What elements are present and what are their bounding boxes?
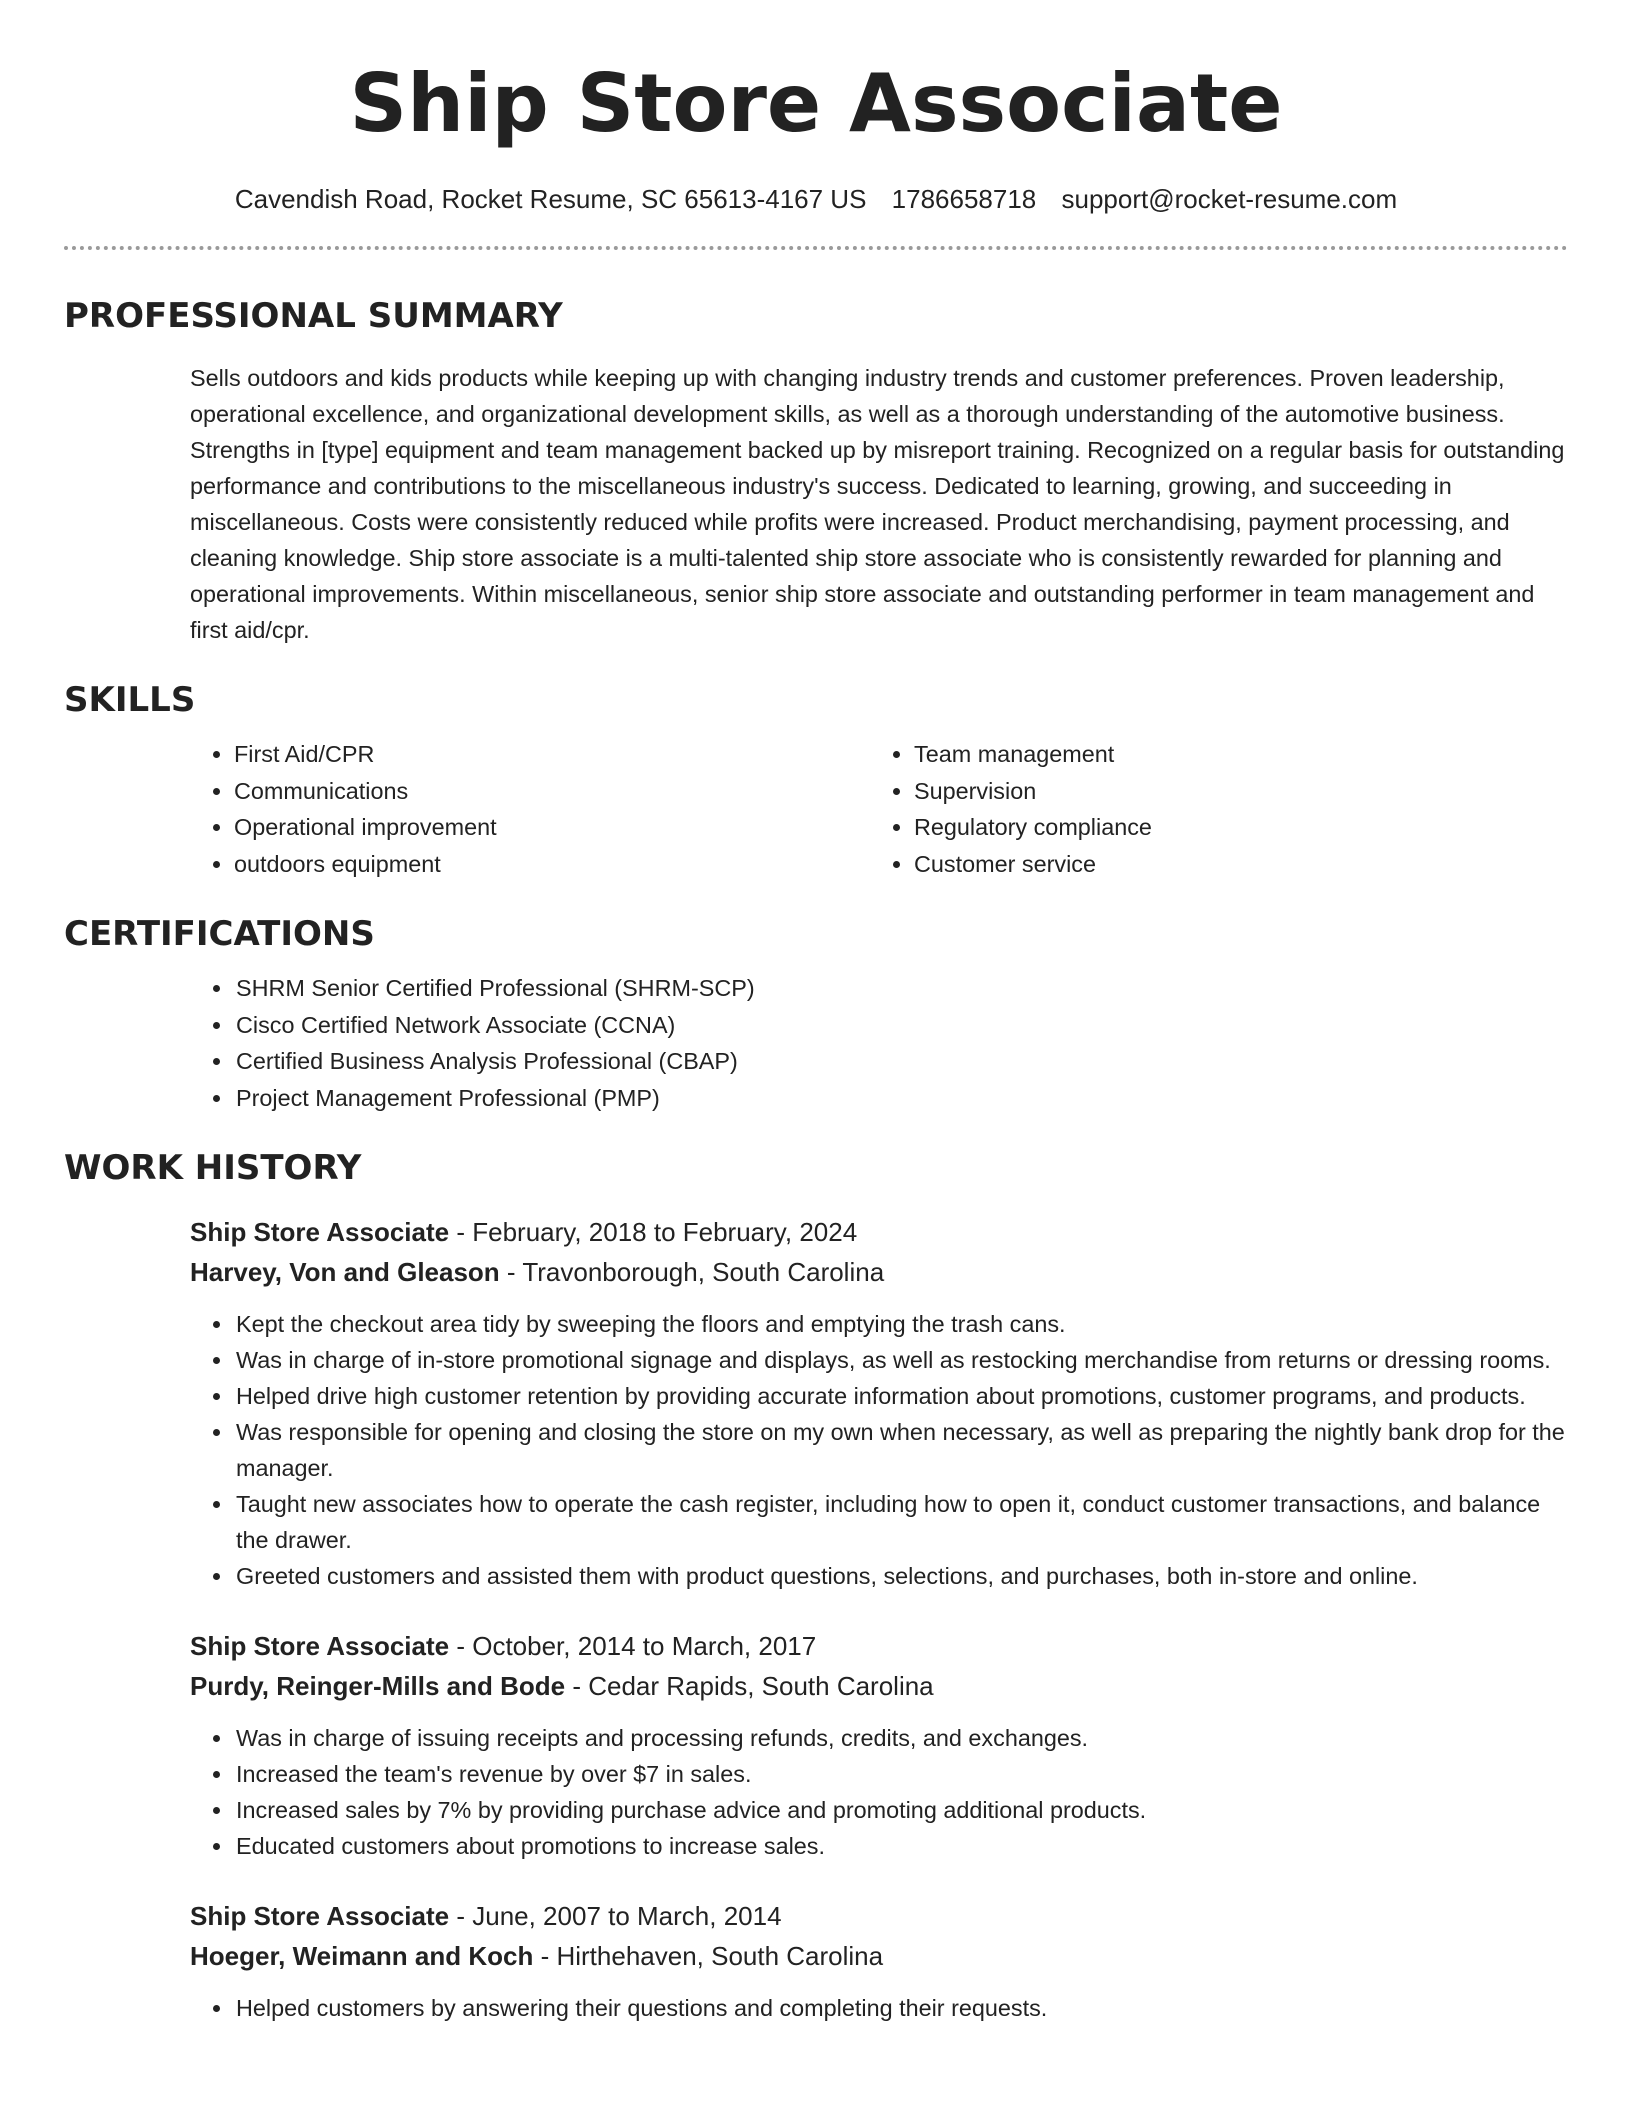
job-company: Purdy, Reinger-Mills and Bode [190,1671,566,1701]
certification-item: • Project Management Professional (PMP) [234,1080,1568,1117]
job-bullet: • Helped customers by answering their questions and completing their requests. [234,1990,1568,2026]
job-bullet: • Greeted customers and assisted them with product questions, selections, and purchases, both in-store and online. [234,1558,1568,1594]
contact-phone: 1786658718 [891,184,1037,214]
job-role: Ship Store Associate [190,1901,450,1931]
job-role-line [190,1626,1568,1666]
job-location: - Cedar Rapids, South Carolina [565,1671,934,1701]
skills-column-1 [64,736,744,882]
skill-item: • Regulatory compliance [914,809,1152,846]
skills-column-2 [744,736,1152,882]
skills-list [64,736,1568,882]
job-company-line [190,1666,1568,1706]
job-bullet: • Taught new associates how to operate the cash register, including how to open it, conduct customer transactions, and balance the drawer. [234,1486,1568,1558]
job-location: - Travonborough, South Carolina [499,1257,885,1287]
certification-item: • Cisco Certified Network Associate (CCNA) [234,1007,1568,1044]
job-entry [190,1626,1568,1864]
resume-title: Ship Store Associate [349,57,1283,150]
job-company-line [190,1936,1568,1976]
certification-item: • SHRM Senior Certified Professional (SHRM-SCP) [234,970,1568,1007]
certification-item: • Certified Business Analysis Professional (CBAP) [234,1043,1568,1080]
job-bullet: • Increased sales by 7% by providing purchase advice and promoting additional products. [234,1792,1568,1828]
contact-address: Cavendish Road, Rocket Resume, SC 65613-4167 US [234,184,867,214]
header-divider [64,246,1568,250]
job-bullet: • Kept the checkout area tidy by sweeping the floors and emptying the trash cans. [234,1306,1568,1342]
job-company-line [190,1252,1568,1292]
skill-item: • Team management [914,736,1152,773]
job-location: - Hirthehaven, South Carolina [533,1941,884,1971]
job-bullet: • Was in charge of issuing receipts and processing refunds, credits, and exchanges. [234,1720,1568,1756]
resume-page [64,0,1568,2026]
job-entry [190,1896,1568,2026]
job-role-line [190,1896,1568,1936]
work-history-heading: WORK HISTORY [64,1148,362,1188]
job-role: Ship Store Associate [190,1631,450,1661]
job-company: Harvey, Von and Gleason [190,1257,500,1287]
job-bullet: • Was responsible for opening and closing the store on my own when necessary, as well as preparing the nightly bank drop for the manager. [234,1414,1568,1486]
summary-text: Sells outdoors and kids products while keeping up with changing industry trends and customer preferences. Proven leadership, operational excellence, and organizational development skills, as well as a thorough understanding of the automotive business. Strengths in [type] equipment and team management backed up by misreport training. Recognized on a regular basis for outstanding performance and contributions to the miscellaneous industry's success. Dedicated to learning, growing, and succeeding in miscellaneous. Costs were consistently reduced while profits were increased. Product merchandising, payment processing, and cleaning knowledge. Ship store associate is a multi-talented ship store associate who is consistently rewarded for planning and operational improvements. Within miscellaneous, senior ship store associate and outstanding performer in team management and first aid/cpr. [190,365,1565,643]
skill-item: • Communications [234,773,744,810]
skill-item: • First Aid/CPR [234,736,744,773]
certifications-heading: CERTIFICATIONS [64,914,375,954]
skills-heading: SKILLS [64,680,196,720]
job-role: Ship Store Associate [190,1217,450,1247]
skill-item: • outdoors equipment [234,846,744,883]
certifications-list [64,970,1568,1116]
job-company: Hoeger, Weimann and Koch [190,1941,534,1971]
job-dates: - October, 2014 to March, 2017 [449,1631,817,1661]
job-dates: - June, 2007 to March, 2014 [449,1901,782,1931]
job-bullets [190,1720,1568,1864]
job-entry [190,1212,1568,1594]
skill-item: • Operational improvement [234,809,744,846]
skill-item: • Customer service [914,846,1152,883]
job-bullets [190,1990,1568,2026]
contact-line [64,182,1568,216]
job-role-line [190,1212,1568,1252]
contact-email: support@rocket-resume.com [1061,184,1398,214]
summary-heading: PROFESSIONAL SUMMARY [64,296,563,336]
job-bullets [190,1306,1568,1594]
job-bullet: • Helped drive high customer retention by providing accurate information about promotions, customer programs, and products. [234,1378,1568,1414]
job-bullet: • Was in charge of in-store promotional signage and displays, as well as restocking merchandise from returns or dressing rooms. [234,1342,1568,1378]
job-bullet: • Educated customers about promotions to increase sales. [234,1828,1568,1864]
job-bullet: • Increased the team's revenue by over $7 in sales. [234,1756,1568,1792]
skill-item: • Supervision [914,773,1152,810]
job-dates: - February, 2018 to February, 2024 [449,1217,858,1247]
